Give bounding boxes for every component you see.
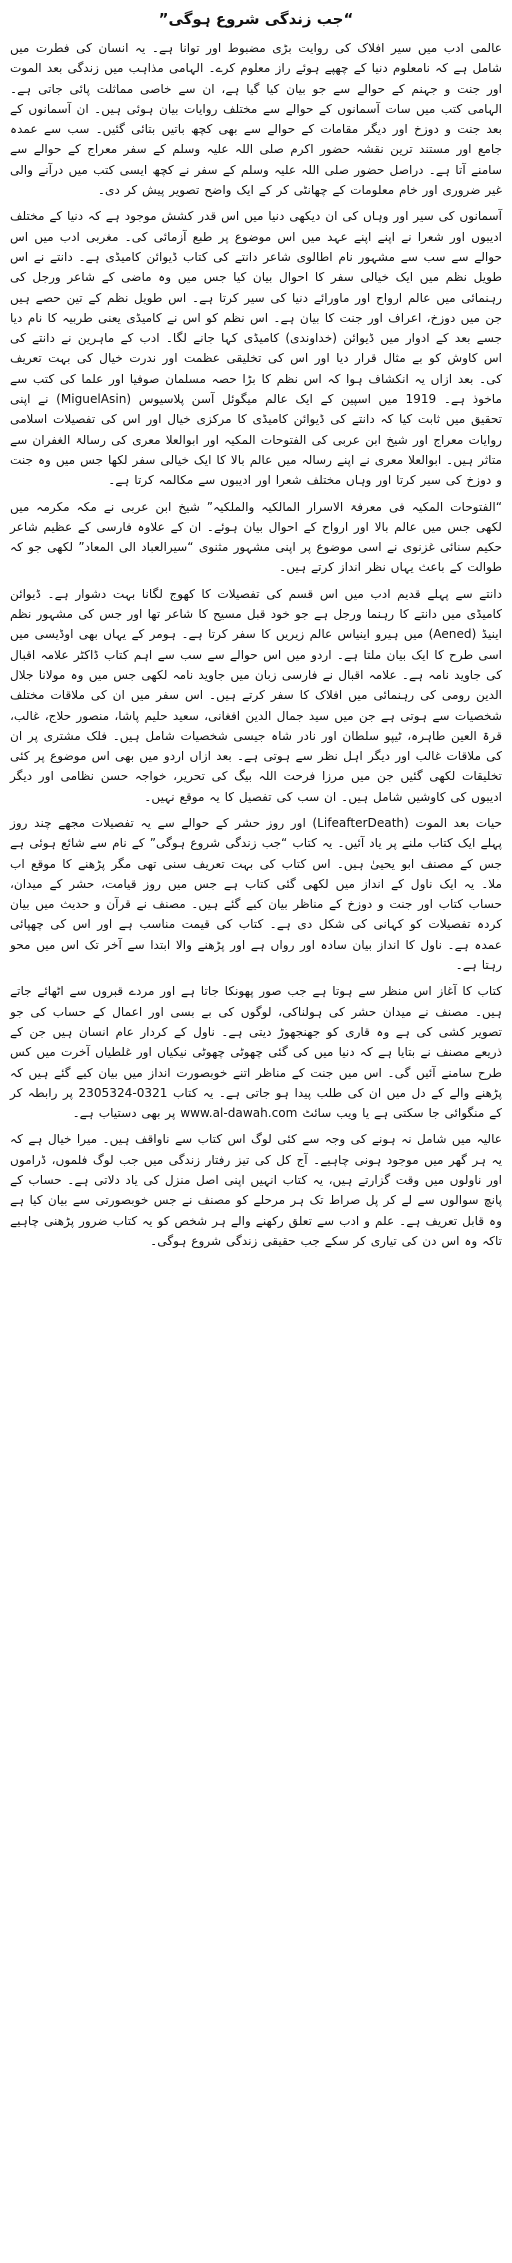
article-paragraph: کتاب کا آغاز اس منظر سے ہوتا ہے جب صور پھونکا جاتا ہے اور مردے قبروں سے اٹھائے جاتے ہیں۔ مصنف نے میدان حشر کی ہولناکی، لوگوں کی بے بسی اور اعمال کے حساب کی جو تصویر کشی کی ہے وہ قاری کو جھنجھوڑ دیتی ہے۔ ناول کے کردار عام انسان ہیں جن کے ذریعے مصنف نے بتایا ہے کہ دنیا میں کی گئی چھوٹی چھوٹی نیکیاں اور غلطیاں آخرت میں کس طرح سامنے آئیں گی۔ اس میں جنت کے مناظر اتنے خوبصورت انداز میں بیان کیے گئے ہیں کہ پڑھنے والے کے دل میں ان کی طلب پیدا ہو جاتی ہے۔ یہ کتاب 0321-2305324 پر رابطہ کر کے منگوائی جا سکتی ہے یا ویب سائٹ www.al-dawah.com پر بھی دستیاب ہے۔	[10, 984, 503, 1121]
article-paragraph: عالیہ میں شامل نہ ہونے کی وجہ سے کئی لوگ اس کتاب سے ناواقف ہیں۔ میرا خیال ہے کہ یہ ہر گھر میں موجود ہونی چاہیے۔ آج کل کی تیز رفتار زندگی میں جب لوگ فلموں، ڈراموں اور ناولوں میں وقت گزارتے ہیں، یہ کتاب انہیں اپنی اصل منزل کی یاد دلاتی ہے۔ حساب کے پانچ سوالوں سے لے کر پل صراط تک ہر مرحلے کو مصنف نے جس خوبصورتی سے بیان کیا ہے وہ قابل تعریف ہے۔ علم و ادب سے تعلق رکھنے والے ہر شخص کو یہ کتاب ضرور پڑھنی چاہیے تاکہ وہ اس دن کی تیاری کر سکے جب حقیقی زندگی شروع ہوگی۔	[10, 1132, 502, 1248]
article-paragraph: “الفتوحات المکیہ فی معرفۃ الاسرار المالکیہ والملکیہ” شیخ ابن عربی نے مکہ مکرمہ میں لکھی جس میں عالم بالا اور ارواح کے احوال بیان ہوئے۔ ان کے علاوہ فارسی کے عظیم شاعر حکیم سنائی غزنوی نے اسی موضوع پر اپنی مشہور مثنوی “سیرالعباد الی المعاد” لکھی جو کہ طوالت کے باعث یہاں نظر انداز کرتے ہیں۔	[10, 499, 502, 575]
article-headline: “جب زندگی شروع ہوگی”	[158, 10, 354, 28]
article-paragraph: حیات بعد الموت (LifeafterDeath) اور روز حشر کے حوالے سے یہ تفصیلات مجھے چند روز پہلے ایک کتاب ملنے پر یاد آئیں۔ یہ کتاب “جب زندگی شروع ہوگی” کے نام سے شائع ہوئی ہے جس کے مصنف ابو یحییٰ ہیں۔ اس کتاب کی بہت تعریف سنی تھی مگر پڑھنے کا موقع اب ملا۔ یہ ایک ناول کے انداز میں لکھی گئی کتاب ہے جس میں روز قیامت، حشر کے میدان، حساب کتاب اور جنت و دوزخ کے مناظر بیان کیے گئے ہیں۔ مصنف نے قرآن و حدیث میں بیان کردہ تفصیلات کو کہانی کی شکل دی ہے۔ کتاب کی قیمت مناسب ہے اور اس کی چھپائی عمدہ ہے۔ ناول کا انداز بیان سادہ اور رواں ہے اور پڑھنے والا ابتدا سے آخر تک اس میں محو رہتا ہے۔	[10, 815, 502, 973]
article-paragraph: دانتے سے پہلے قدیم ادب میں اس قسم کی تفصیلات کا کھوج لگانا بہت دشوار ہے۔ ڈیوائن کامیڈی میں دانتے کا رہنما ورجل ہے جو خود قبل مسیح کا شاعر تھا اور جس کی مشہور نظم اینیڈ (Aened) میں ہیرو اینیاس عالم زیریں کا سفر کرتا ہے۔ ہومر کے یہاں بھی اوڈیسی میں اسی طرح کا ایک بیان ملتا ہے۔ اردو میں اس حوالے سے سب سے اہم کتاب ڈاکٹر علامہ اقبال کی جاوید نامہ ہے۔ علامہ اقبال نے فارسی زبان میں جاوید نامہ لکھی جس میں وہ مولانا جلال الدین رومی کی رہنمائی میں افلاک کا سفر کرتے ہیں۔ اس سفر میں ان کی ملاقات مختلف شخصیات سے ہوتی ہے جن میں سید جمال الدین افغانی، سعید حلیم پاشا، منصور حلاج، غالب، قرۃ العین طاہرہ، ٹیپو سلطان اور نادر شاہ جیسی شخصیات شامل ہیں۔ فلک مشتری پر ان کی ملاقات غالب اور دیگر اہل نظر سے ہوتی ہے۔ بعد ازاں اردو میں بھی اس موضوع پر کئی تخلیقات لکھی گئیں جن میں مرزا فرحت اللہ بیگ کی تحریر، خواجہ حسن نظامی اور دیگر ادیبوں کی کاوشیں شامل ہیں۔ ان سب کی تفصیل کا یہ موقع نہیں۔	[10, 586, 503, 804]
article-paragraph: آسمانوں کی سیر اور وہاں کی ان دیکھی دنیا میں اس قدر کشش موجود ہے کہ دنیا کے مختلف ادیبوں اور شعرا نے اپنے اپنے عہد میں اس موضوع پر طبع آزمائی کی۔ مغربی ادب میں اس حوالے سے سب سے مشہور نام اطالوی شاعر دانتے کی کتاب ڈیوائن کامیڈی ہے۔ دانتے نے اس طویل نظم میں ایک خیالی سفر کا احوال بیان کیا جس میں وہ ماضی کے شاعر ورجل کی رہنمائی میں عالم ارواح اور ماورائے دنیا کی سیر کرتا ہے۔ اس طویل نظم کے تین حصے ہیں جن میں دوزخ، اعراف اور جنت کا بیان ہے۔ اس نظم کو اس نے کامیڈی یعنی طربیہ کا نام دیا جسے بعد کے ادوار میں ڈیوائن (خداوندی) کامیڈی کہا جانے لگا۔ ادب کے ماہرین نے دانتے کی اس کاوش کو بے مثال قرار دیا اور اس کی تخلیقی عظمت اور ندرت خیال کی بہت تعریف کی۔ بعد ازاں یہ انکشاف ہوا کہ اس نظم کا بڑا حصہ مسلمان صوفیا اور علما کی کتب سے ماخوذ ہے۔ 1919 میں اسپین کے ایک عالم میگوئل آسن پلاسیوس (MiguelAsin) نے اپنی تحقیق میں ثابت کیا کہ دانتے کی ڈیوائن کامیڈی کا مرکزی خیال اور اس کی تفصیلات اسلامی روایات معراج اور شیخ ابن عربی کی الفتوحات المکیہ اور ابوالعلا معری کی رسالۃ الغفران سے متاثر ہیں۔ ابوالعلا معری نے اپنے رسالہ میں عالم بالا کا ایک خیالی سفر لکھا جس میں وہ جنت و دوزخ کی سیر کرتا اور وہاں مختلف شعرا اور ادیبوں سے مکالمہ کرتا ہے۔	[10, 209, 502, 488]
article-paragraph: عالمی ادب میں سیر افلاک کی روایت بڑی مضبوط اور توانا ہے۔ یہ انسان کی فطرت میں شامل ہے کہ نامعلوم دنیا کے چھپے ہوئے راز معلوم کرے۔ الہامی مذاہب میں زندگی بعد الموت اور جنت و جہنم کے حوالے سے جو بیان کیا گیا ہے، ان سے خاصی مماثلت پائی جاتی ہے۔ الہامی کتب میں سات آسمانوں کے حوالے سے مختلف روایات بیان ہوئی ہیں۔ ان آسمانوں کے بعد جنت و دوزخ اور دیگر مقامات کے حوالے سے بھی کچھ باتیں بتائی گئیں۔ سب سے عمدہ جامع اور مستند ترین نقشہ حضور اکرم صلی اللہ علیہ وسلم کے سفر معراج کے حوالے سے سامنے آتا ہے۔ دراصل حضور صلی اللہ علیہ وسلم کے سفر نے کچھ ایسی کتب میں درآنے والی غیر ضروری اور خام معلومات کے چھانٹی کر کے ایک واضح تصویر پیش کر دی۔	[10, 41, 502, 198]
article-body	[10, 38, 502, 1251]
